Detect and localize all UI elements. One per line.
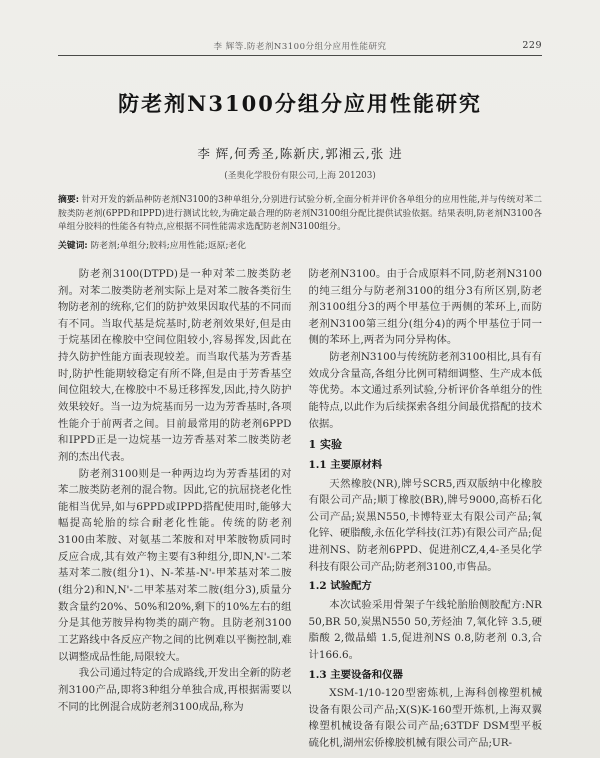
abstract-text: 针对开发的新品种防老剂N3100的3种单组分,分别进行试验分析,全面分析并评价各单组分的应用性能,并与传统对苯二胺类防老剂(6PPD和IPPD)进行测试比较,为确定最合理的防老剂N3100组分配比提供试验依据。结果表明,防老剂N3100各单组分胶料的性能各有特点,应根据不同性能需求选配防老剂N3100组分。 <box>58 195 543 233</box>
body-paragraph: 防老剂N3100与传统防老剂3100相比,具有有效成分含量高,各组分比例可精细调整、生产成本低等优势。本文通过系列试验,分析评价各单组分的性能特点,以此作为后续探索各组分间最优搭配的技术依据。 <box>308 351 542 430</box>
body-paragraph: 防老剂N3100。由于合成原料不同,防老剂N3100的纯三组分与防老剂3100的组分3有所区别,防老剂3100组分3的两个甲基位于两侧的苯环上,而防老剂N3100第三组分(组分4)的两个甲基位于同一侧的苯环上,两者为同分异构体。 <box>308 267 542 347</box>
abstract-block <box>58 194 542 235</box>
right-column <box>309 266 543 752</box>
body-paragraph: 本次试验采用骨架子午线轮胎胎侧胶配方:NR 50,BR 50,炭黑N550 50,芳烃油 7,氧化锌 3.5,硬脂酸 2,微晶蜡 1.5,促进剂NS 0.8,防老剂 0.3,合计166.6。 <box>308 599 542 661</box>
authors-line: 李 辉,何秀圣,陈新庆,郭湘云,张 进 <box>197 146 403 161</box>
running-header <box>58 40 542 52</box>
affiliation-line: (圣奥化学股份有限公司,上海 201203) <box>224 171 376 181</box>
keywords-text: 防老剂;单组分;胶料;应用性能;返原;老化 <box>90 240 247 251</box>
body-paragraph: 防老剂3100则是一种两边均为芳香基团的对苯二胺类防老剂的混合物。因此,它的抗屈挠老化性能相当优异,如与6PPD或IPPD搭配使用时,能够大幅提高轮胎的综合耐老化性能。传统的防老剂3100由苯胺、对氨基二苯胺和对甲苯胺物质同时反应合成,其有效产物主要有3种组分,即N,N'-二苯基对苯二胺(组分1)、N-苯基-N'-甲苯基对苯二胺(组分2)和N,N'-二甲苯基对苯二胺(组分3),质量分数含量约20%、50%和20%,剩下的10%左右的组分是其他芳胺异构物类的副产物。且防老剂3100工艺路线中各反应产物之间的比例难以平衡控制,难以调整成品性能,局限较大。 <box>58 467 292 663</box>
body-paragraph: 防老剂3100(DTPD)是一种对苯二胺类防老剂。对苯二胺类防老剂实际上是对苯二胺各类衍生物防老剂的统称,它们的防护效果因取代基的不同而有不同。当取代基是烷基时,防老剂效果好,但是由于烷基团在橡胶中空间位阻较小,容易挥发,因此在持久防护性能方面表现较差。而当取代基为芳香基时,防护性能期较稳定有所不降,但是由于芳香基空间位阻较大,在橡胶中不易迁移挥发,因此,持久防护效果较好。当一边为烷基而另一边为芳香基时,各项性能介于前两者之间。目前最常用的防老剂6PPD和IPPD正是一边烷基一边芳香基对苯二胺类防老剂的杰出代表。 <box>58 267 292 463</box>
body-paragraph: 天然橡胶(NR),牌号SCR5,西双版纳中化橡胶有限公司产品;顺丁橡胶(BR),牌号9000,高桥石化公司产品;炭黑N550,卡博特亚太有限公司产品;氧化锌、硬脂酸,永伍化学科技(江苏)有限公司产品;促进剂NS、防老剂6PPD、促进剂CZ,4,4-圣昊化学科技有限公司产品;防老剂3100,市售品。 <box>308 477 542 573</box>
section-heading-formula: 1.2 试验配方 <box>308 580 372 593</box>
abstract-label: 摘要: <box>58 195 79 205</box>
running-title: 李 辉等.防老剂N3100分组分应用性能研究 <box>213 42 387 52</box>
section-heading-materials: 1.1 主要原材料 <box>308 458 383 471</box>
page-number: 229 <box>522 40 542 51</box>
keywords-block <box>58 238 542 251</box>
section-heading-experiment: 1 实验 <box>308 438 342 452</box>
header-rule <box>58 55 542 56</box>
paper-title: 防老剂N3100分组分应用性能研究 <box>118 91 482 116</box>
body-columns <box>58 266 542 752</box>
keywords-label: 关键词: <box>58 240 88 251</box>
body-paragraph: 我公司通过特定的合成路线,开发出全新的防老剂3100产品,即将3种组分单独合成,再根据需要以不同的比例混合成防老剂3100成品,称为 <box>58 667 292 713</box>
section-heading-equipment: 1.3 主要设备和仪器 <box>308 668 403 681</box>
left-column <box>58 266 292 752</box>
body-paragraph: XSM-1/10-120型密炼机,上海科创橡塑机械设备有限公司产品;X(S)K-160型开炼机,上海双翼橡塑机械设备有限公司产品;63TDF DSM型平板硫化机,湖州宏侨橡胶机械有限公司产品;UR- <box>308 687 542 750</box>
